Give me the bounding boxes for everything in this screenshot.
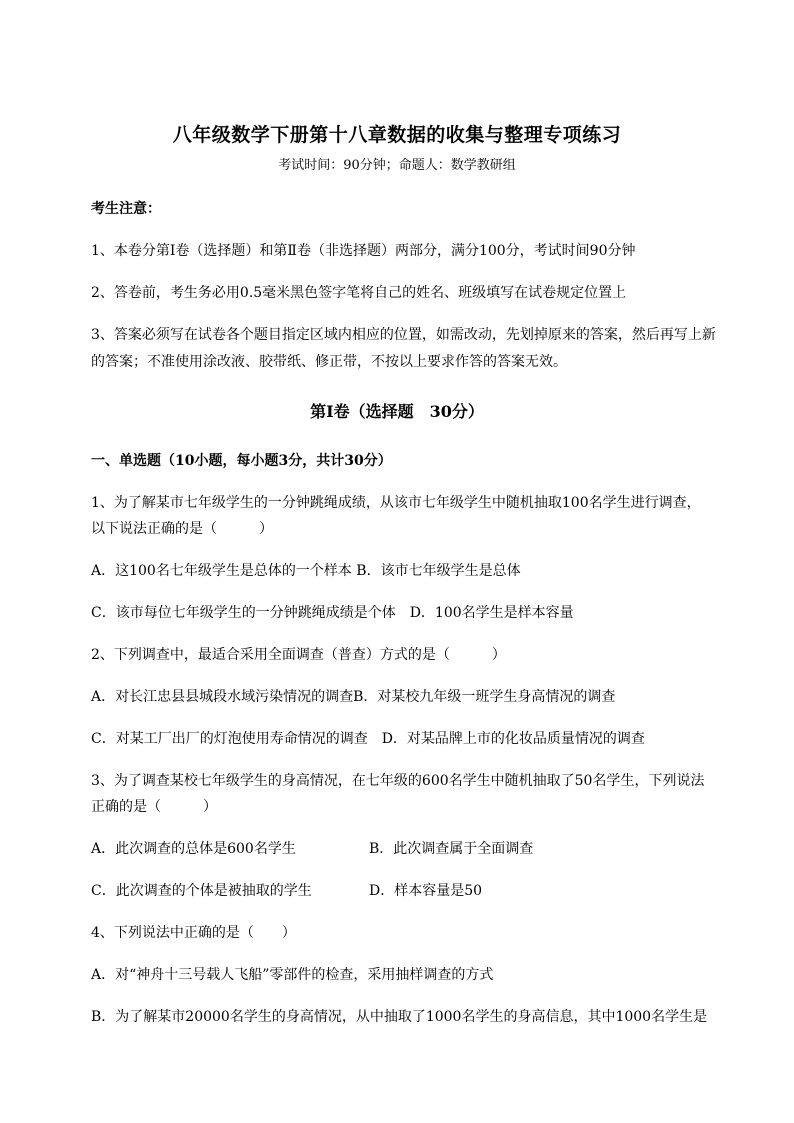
question-option: D．样本容量是50 (369, 883, 483, 899)
notice-item: 的答案；不准使用涂改液、胶带纸、修正带，不按以上要求作答的答案无效。 (91, 354, 567, 370)
question-option: A．此次调查的总体是600名学生 (91, 841, 296, 857)
question-stem: 以下说法正确的是（ ） (91, 521, 273, 537)
notice-item: 3、答案必须写在试卷各个题目指定区域内相应的位置，如需改动，先划掉原来的答案，然后再写上新 (91, 327, 716, 343)
question-stem: 2、下列调查中，最适合采用全面调查（普查）方式的是（ ） (91, 647, 506, 663)
part-heading: 一、单选题（10小题，每小题3分，共计30分） (91, 453, 392, 469)
question-stem: 正确的是（ ） (91, 799, 217, 815)
question-option: A．对“神舟十三号载人飞船”零部件的检查，采用抽样调查的方式 (91, 967, 494, 983)
section-title: 第I卷（选择题 30分） (310, 402, 484, 421)
question-option: B．此次调查属于全面调查 (369, 841, 534, 857)
question-option: B．为了解某市20000名学生的身高情况，从中抽取了1000名学生的身高信息，其中1000名学生是 (91, 1009, 708, 1025)
question-stem: 4、下列说法中正确的是（ ） (91, 925, 296, 941)
question-option: C．对某工厂出厂的灯泡使用寿命情况的调查 D．对某品牌上市的化妆品质量情况的调查 (91, 731, 645, 747)
page-title: 八年级数学下册第十八章数据的收集与整理专项练习 (172, 124, 622, 146)
question-option: C．此次调查的个体是被抽取的学生 (91, 883, 312, 899)
notice-item: 1、本卷分第I卷（选择题）和第Ⅱ卷（非选择题）两部分，满分100分，考试时间90分钟 (91, 243, 636, 259)
notice-item: 2、答卷前，考生务必用0.5毫米黑色签字笔将自己的姓名、班级填写在试卷规定位置上 (91, 285, 627, 301)
question-stem: 3、为了调查某校七年级学生的身高情况，在七年级的600名学生中随机抽取了50名学生，下列说法 (91, 773, 705, 789)
question-option: A．这100名七年级学生是总体的一个样本 B．该市七年级学生是总体 (91, 563, 521, 579)
exam-info: 考试时间：90分钟；命题人：数学教研组 (278, 158, 516, 173)
question-option: C．该市每位七年级学生的一分钟跳绳成绩是个体 D．100名学生是样本容量 (91, 605, 574, 621)
question-stem: 1、为了解某市七年级学生的一分钟跳绳成绩，从该市七年级学生中随机抽取100名学生进行调查， (91, 495, 701, 511)
question-option: A．对长江忠县县城段水域污染情况的调查B．对某校九年级一班学生身高情况的调查 (91, 689, 616, 705)
notice-heading: 考生注意： (91, 201, 161, 217)
